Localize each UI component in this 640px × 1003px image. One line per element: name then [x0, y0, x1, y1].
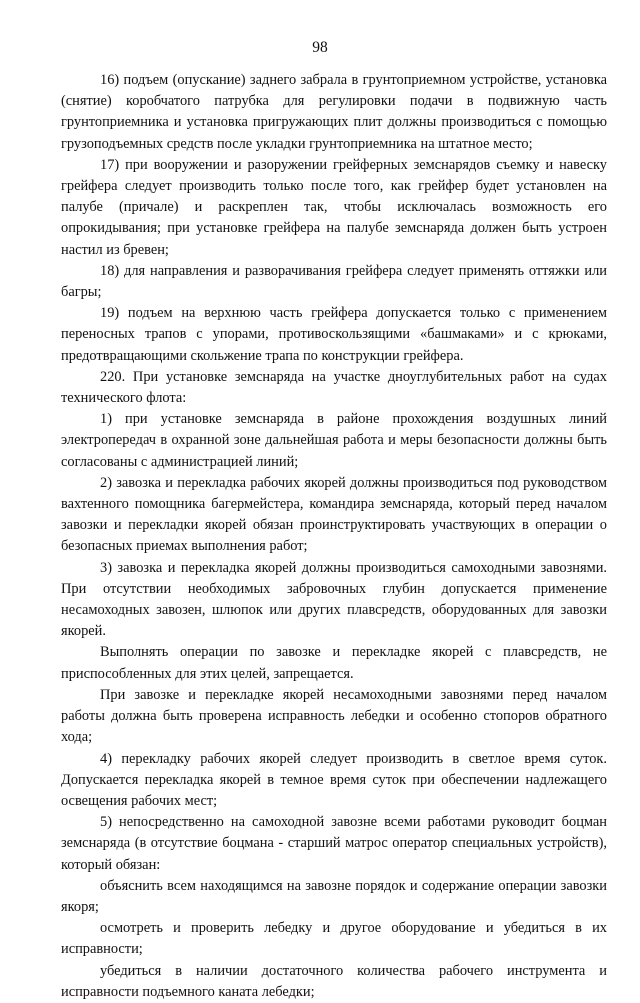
paragraph-winch-check: При завозке и перекладке якорей несамоходными завознями перед началом работы должна быть проверена исправность лебедки и особенно стопоров обратного хода; — [61, 686, 607, 746]
paragraph-duty-inspect: осмотреть и проверить лебедку и другое оборудование и убедиться в их исправности; — [61, 920, 607, 958]
paragraph-duty-tools: убедиться в наличии достаточного количества рабочего инструмента и исправности подъемного каната лебедки; — [61, 962, 607, 1000]
page-number: 98 — [312, 39, 328, 56]
paragraph-duty-explain: объяснить всем находящимся на завозне порядок и содержание операции завозки якоря; — [61, 877, 607, 915]
paragraph-16: 16) подъем (опускание) заднего забрала в грунтоприемном устройстве, установка (снятие) коробчатого патрубка для регулировки подачи в подвижную часть грунтоприемника и установка пригружающих плит должны производиться с помощью грузоподъемных средств после укладки грунтоприемника на штатное место; — [61, 72, 607, 152]
paragraph-220-5: 5) непосредственно на самоходной завозне всеми работами руководит боцман земснаряда (в отсутствие боцмана - старший матрос оператор специальных устройств), который обязан: — [61, 814, 607, 873]
paragraph-19: 19) подъем на верхнюю часть грейфера допускается только с применением переносных трапов с упорами, противоскользящими «башмаками» и с крюками, предотвращающими скольжение трапа по конструкции грейфера. — [61, 305, 607, 364]
paragraph-18: 18) для направления и разворачивания грейфера следует применять оттяжки или багры; — [61, 262, 607, 301]
paragraph-220-1: 1) при установке земснаряда в районе прохождения воздушных линий электропередач в охранной зоне дальнейшая работа и меры безопасности должны быть согласованы с администрацией линий; — [61, 411, 607, 470]
paragraph-220-3: 3) завозка и перекладка якорей должны производиться самоходными завознями. При отсутствии необходимых забровочных глубин допускается применение несамоходных завозен, шлюпок или других плавсредств, оборудованных для завозки якорей. — [61, 559, 607, 640]
document-body — [61, 70, 607, 1003]
paragraph-platforms-prohibited: Выполнять операции по завозке и перекладке якорей с плавсредств, не приспособленных для этих целей, запрещается. — [61, 644, 607, 682]
paragraph-17: 17) при вооружении и разоружении грейферных земснарядов съемку и навеску грейфера следует производить только после того, как грейфер будет установлен на палубе (причале) и раскреплен так, чтобы исключалась возможность его опрокидывания; при установке грейфера на палубе земснаряда должен быть устроен настил из бревен; — [61, 156, 607, 258]
paragraph-220: 220. При установке земснаряда на участке дноуглубительных работ на судах технического флота: — [61, 368, 607, 407]
paragraph-220-4: 4) перекладку рабочих якорей следует производить в светлое время суток. Допускается перекладка якорей в темное время суток при обеспечении надлежащего освещения рабочих мест; — [61, 750, 607, 809]
paragraph-220-2: 2) завозка и перекладка рабочих якорей должны производиться под руководством вахтенного помощника багермейстера, командира земснаряда, который перед началом завозки и перекладки якорей обязан проинструктировать участвующих в операции о безопасных приемах выполнения работ; — [61, 474, 607, 555]
